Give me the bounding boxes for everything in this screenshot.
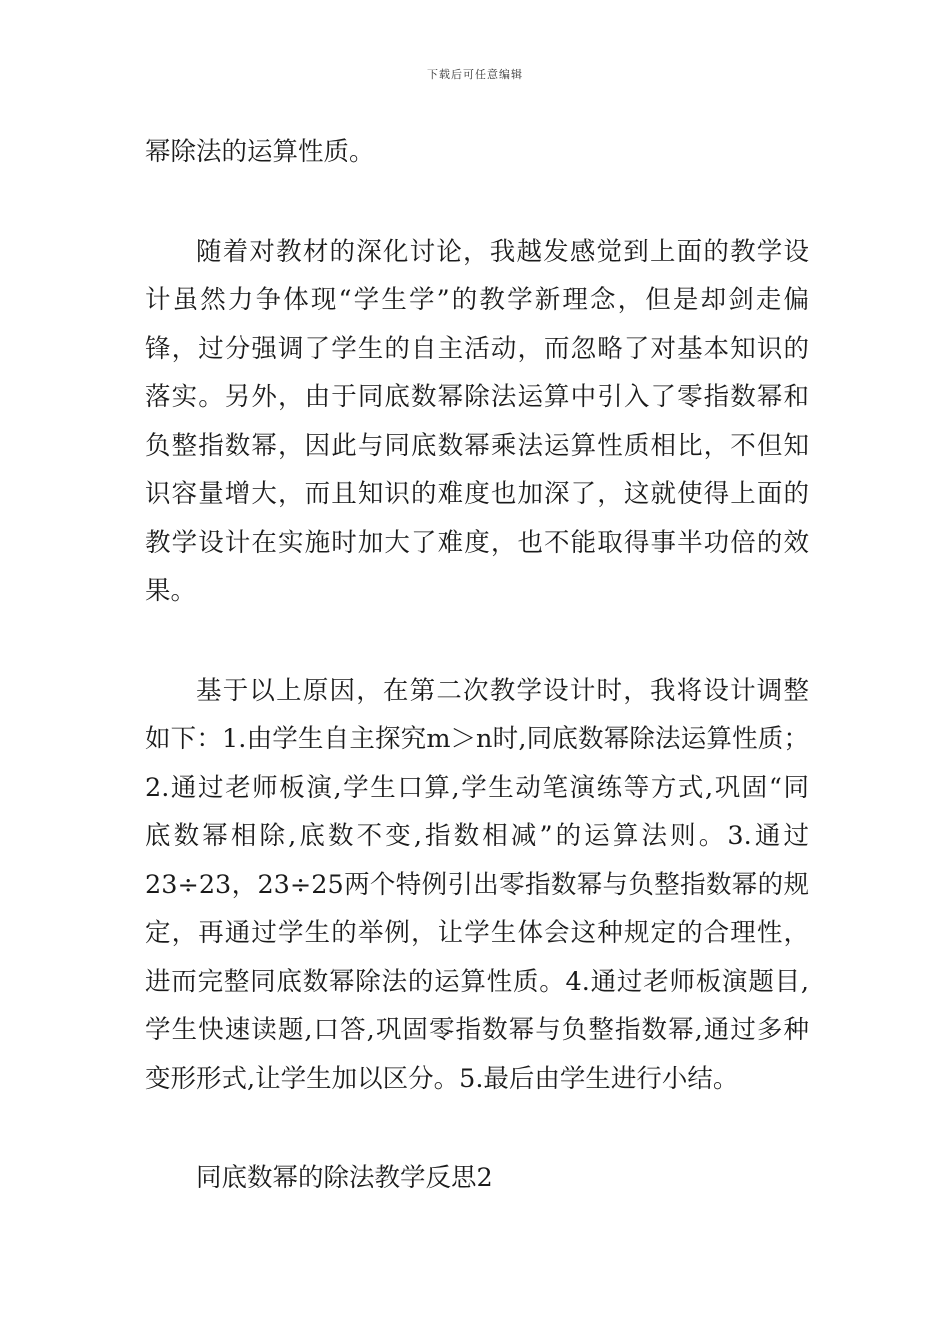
text-line: 幂除法的运算性质。 bbox=[145, 137, 375, 167]
text-line: 识容量增大，而且知识的难度也加深了，这就使得上面的 bbox=[145, 479, 809, 509]
paragraph-gap bbox=[145, 616, 809, 667]
text-line: 定，再通过学生的举例，让学生体会这种规定的合理性， bbox=[145, 918, 809, 948]
paragraph-3 bbox=[145, 667, 809, 1104]
document-body bbox=[145, 128, 809, 1203]
section-title: 同底数幂的除法教学反思2 bbox=[196, 1163, 493, 1193]
page-header: 下载后可任意编辑 bbox=[427, 68, 523, 81]
text-line: 教学设计在实施时加大了难度，也不能取得事半功倍的效 bbox=[145, 527, 809, 558]
text-line: 负整指数幂，因此与同底数幂乘法运算性质相比，不但知 bbox=[145, 430, 809, 461]
paragraph-gap bbox=[145, 177, 809, 228]
text-line: 23÷23，23÷25两个特例引出零指数幂与负整指数幂的规 bbox=[145, 869, 809, 900]
paragraph-gap bbox=[145, 1103, 809, 1154]
text-line: 学生快速读题,口答,巩固零指数幂与负整指数幂,通过多种 bbox=[145, 1015, 809, 1045]
text-line: 计虽然力争体现“学生学”的教学新理念，但是却剑走偏 bbox=[145, 285, 809, 315]
text-line: 进而完整同底数幂除法的运算性质。4.通过老师板演题目, bbox=[145, 966, 809, 997]
paragraph-2 bbox=[145, 228, 809, 616]
text-line: 随着对教材的深化讨论，我越发感觉到上面的教学设 bbox=[196, 236, 809, 267]
paragraph-1 bbox=[145, 128, 809, 177]
text-line: 落实。另外，由于同底数幂除法运算中引入了零指数幂和 bbox=[145, 382, 809, 412]
text-line: 基于以上原因，在第二次教学设计时，我将设计调整 bbox=[196, 675, 809, 706]
text-line: 变形形式,让学生加以区分。5.最后由学生进行小结。 bbox=[145, 1063, 739, 1094]
text-line: 底数幂相除,底数不变,指数相减”的运算法则。3.通过 bbox=[145, 821, 809, 851]
text-line: 果。 bbox=[145, 576, 197, 606]
text-line: 2.通过老师板演,学生口算,学生动笔演练等方式,巩固“同 bbox=[145, 772, 809, 803]
text-line: 如下：1.由学生自主探究m＞n时,同底数幂除法运算性质； bbox=[145, 724, 809, 754]
text-line: 锋，过分强调了学生的自主活动，而忽略了对基本知识的 bbox=[145, 333, 809, 364]
